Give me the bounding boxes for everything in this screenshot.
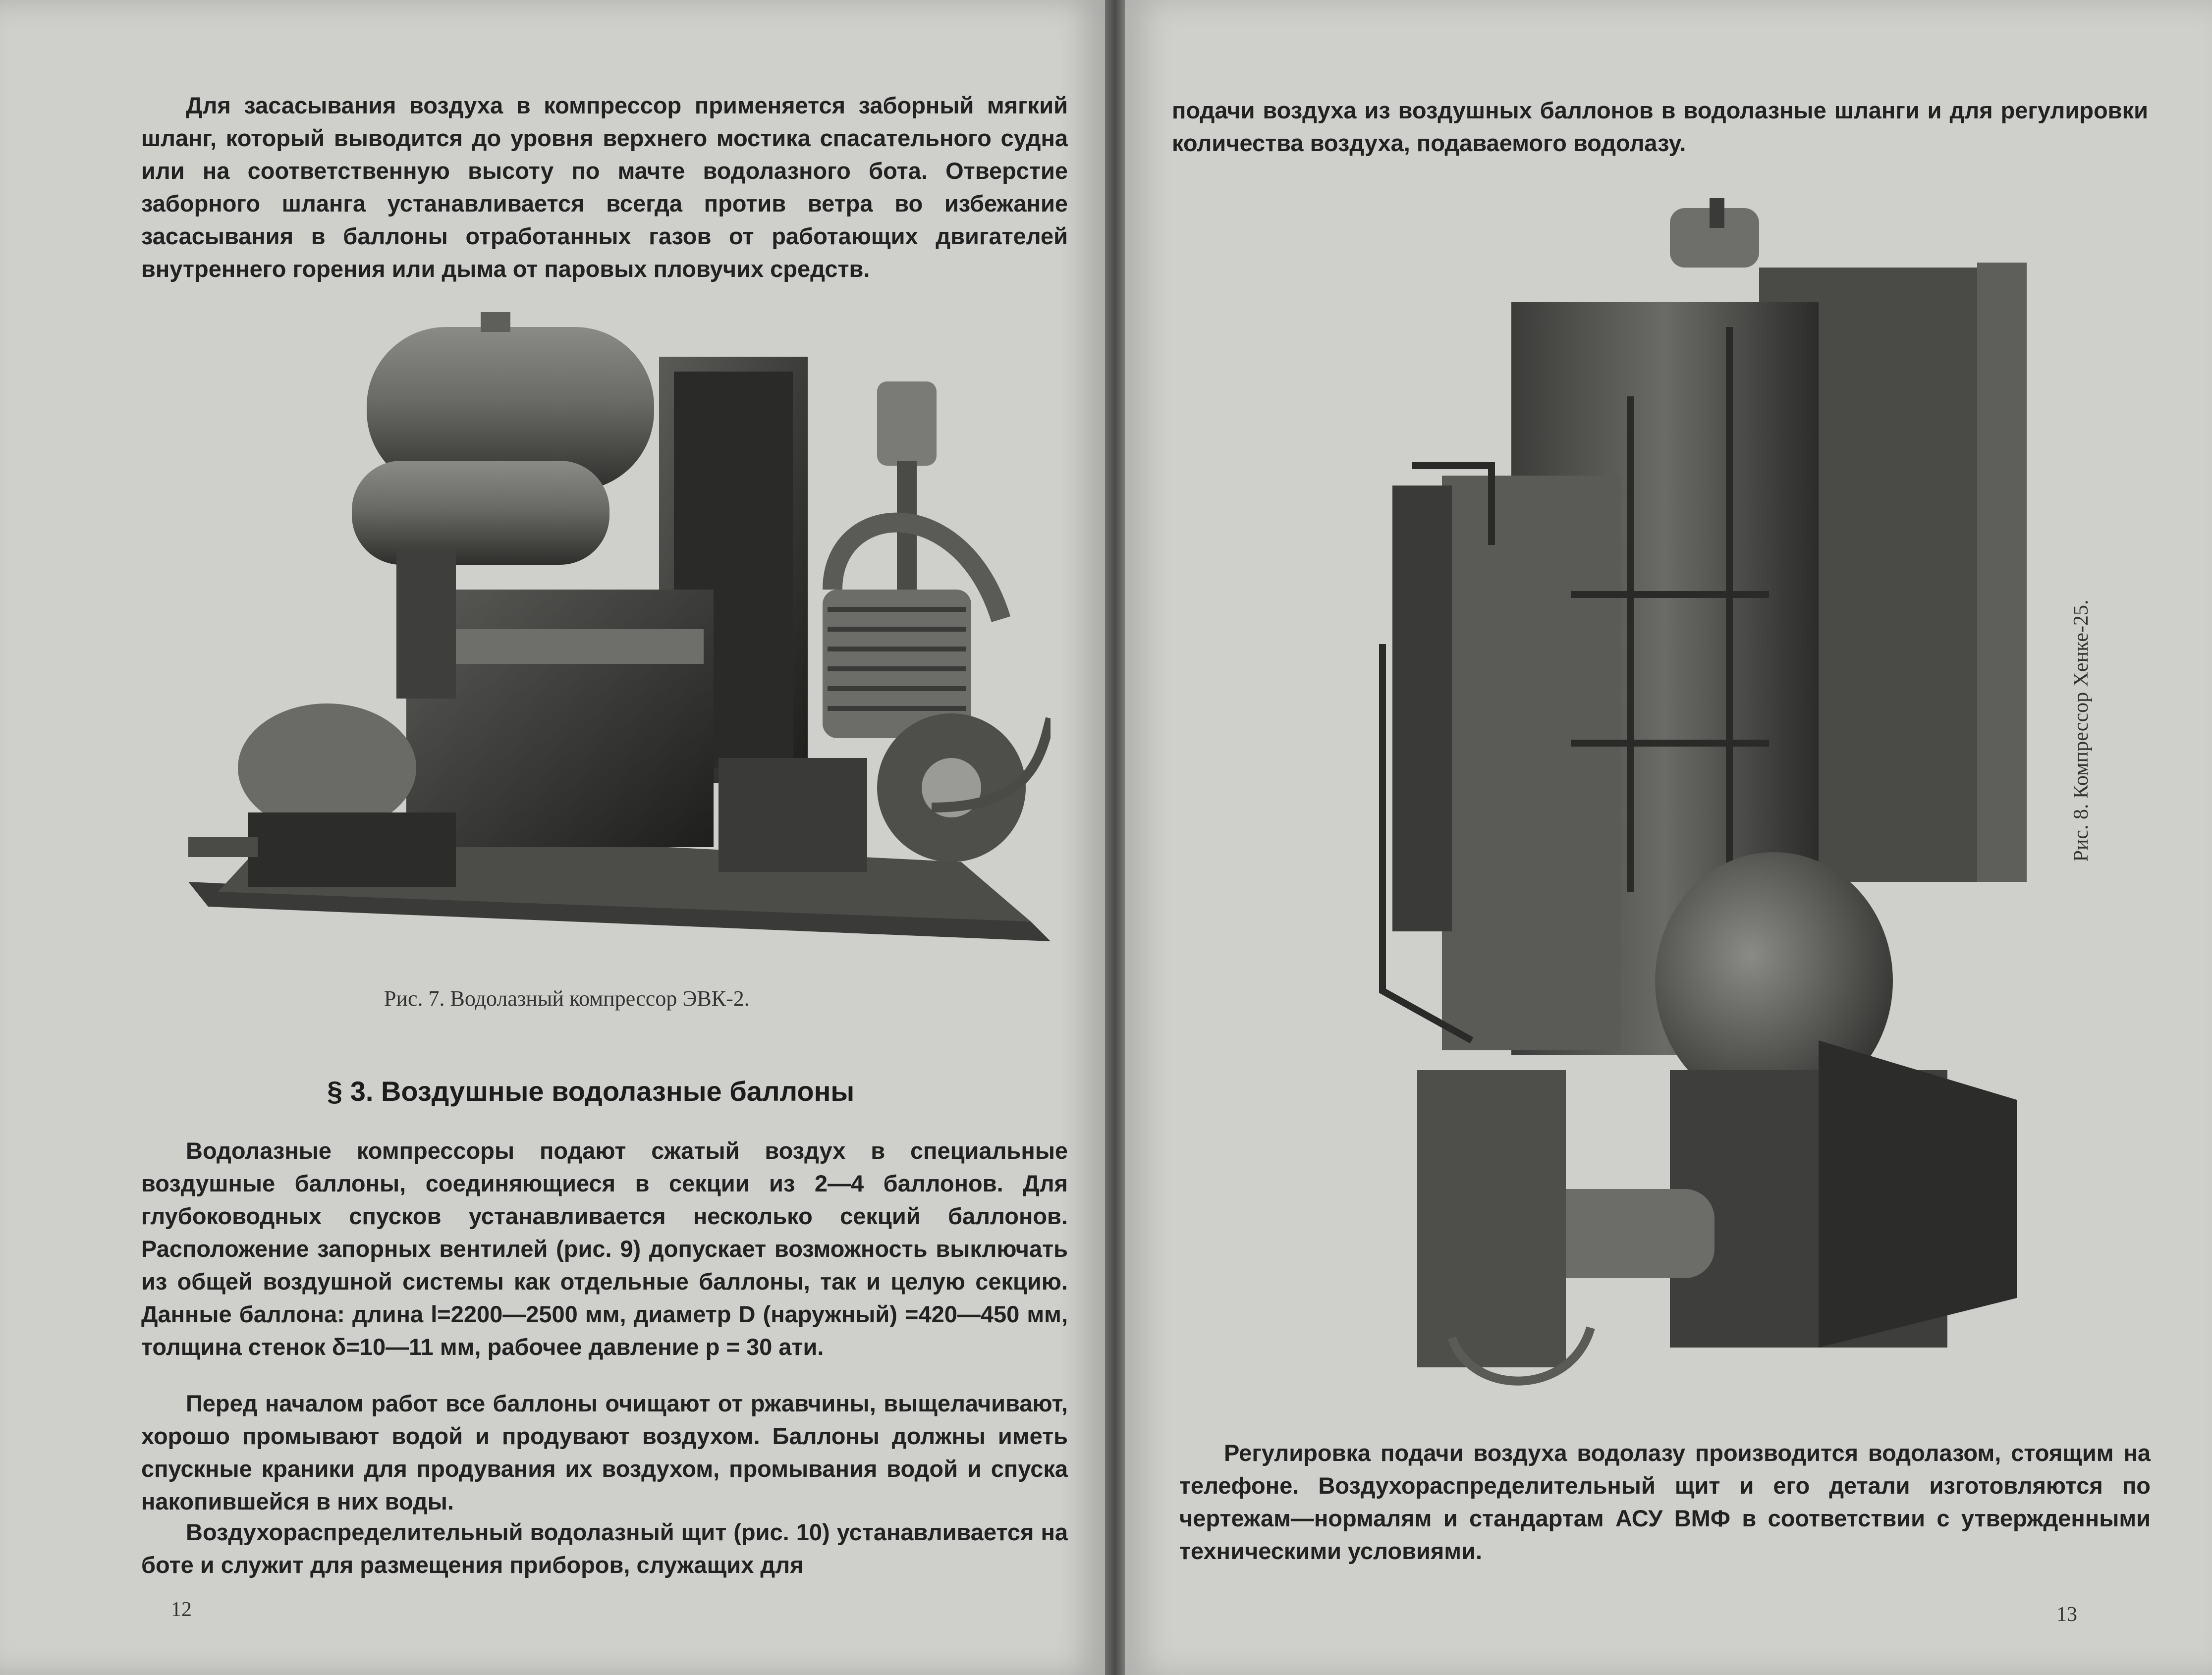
page-number-left: 12 [171, 1598, 192, 1621]
intro-paragraph: Для засасывания воздуха в компрессор применяется заборный мягкий шланг, который выводится до уровня верхнего мостика спасательного судна или на соответственную высоту по мачте водолазного бота. Отверстие заборного шланга устанавливается всегда против ветра во избежание засасывания в баллоны отработанных газов от работающих двигателей внутреннего горения или дыма от паровых пловучих средств. [141, 92, 1068, 282]
page-number-right: 13 [2056, 1603, 2077, 1626]
section-heading: § 3. Воздушные водолазные баллоны [327, 1076, 855, 1107]
compressor-evk2-photo [188, 312, 1051, 951]
paragraph-2: Перед началом работ все баллоны очищают от ржавчины, выщелачивают, хорошо промывают водой и продувают воздухом. Баллоны должны иметь спускные краники для продувания их воздухом, промывания водой и спуска накопившейся в них воды. [141, 1390, 1068, 1514]
right-paragraph: Регулировка подачи воздуха водолазу производится водолазом, стоящим на телефоне. Воздухораспределительный щит и его детали изготовляются по чертежам—нормалям и стандартам АСУ ВМФ в соответствии с утвержденными техническими условиями. [1179, 1440, 2151, 1564]
book-spine [1105, 0, 1125, 1675]
compressor-henke25-photo [1323, 198, 2037, 1407]
figure-8-caption: Рис. 8. Компрессор Хенке-25. [2070, 599, 2093, 862]
left-page [0, 0, 1105, 1675]
paragraph-1: Водолазные компрессоры подают сжатый воздух в специальные воздушные баллоны, соединяющиеся в секции из 2—4 баллонов. Для глубоководных спусков устанавливается несколько секций баллонов. Расположение запорных вентилей (рис. 9) допускает возможность выключать из общей воздушной системы как отдельные баллоны, так и целую секцию. Данные баллона: длина l=2200—2500 мм, диаметр D (наружный) =420—450 мм, толщина стенок δ=10—11 мм, рабочее давление p = 30 ати. [141, 1137, 1068, 1360]
figure-7-caption: Рис. 7. Водолазный компрессор ЭВК-2. [384, 986, 750, 1011]
paragraph-3: Воздухораспределительный водолазный щит (рис. 10) устанавливается на боте и служит для размещения приборов, служащих для [141, 1519, 1068, 1578]
right-page [1125, 0, 2212, 1675]
continuation-paragraph: подачи воздуха из воздушных баллонов в водолазные шланги и для регулировки количества воздуха, подаваемого водолазу. [1172, 97, 2148, 156]
